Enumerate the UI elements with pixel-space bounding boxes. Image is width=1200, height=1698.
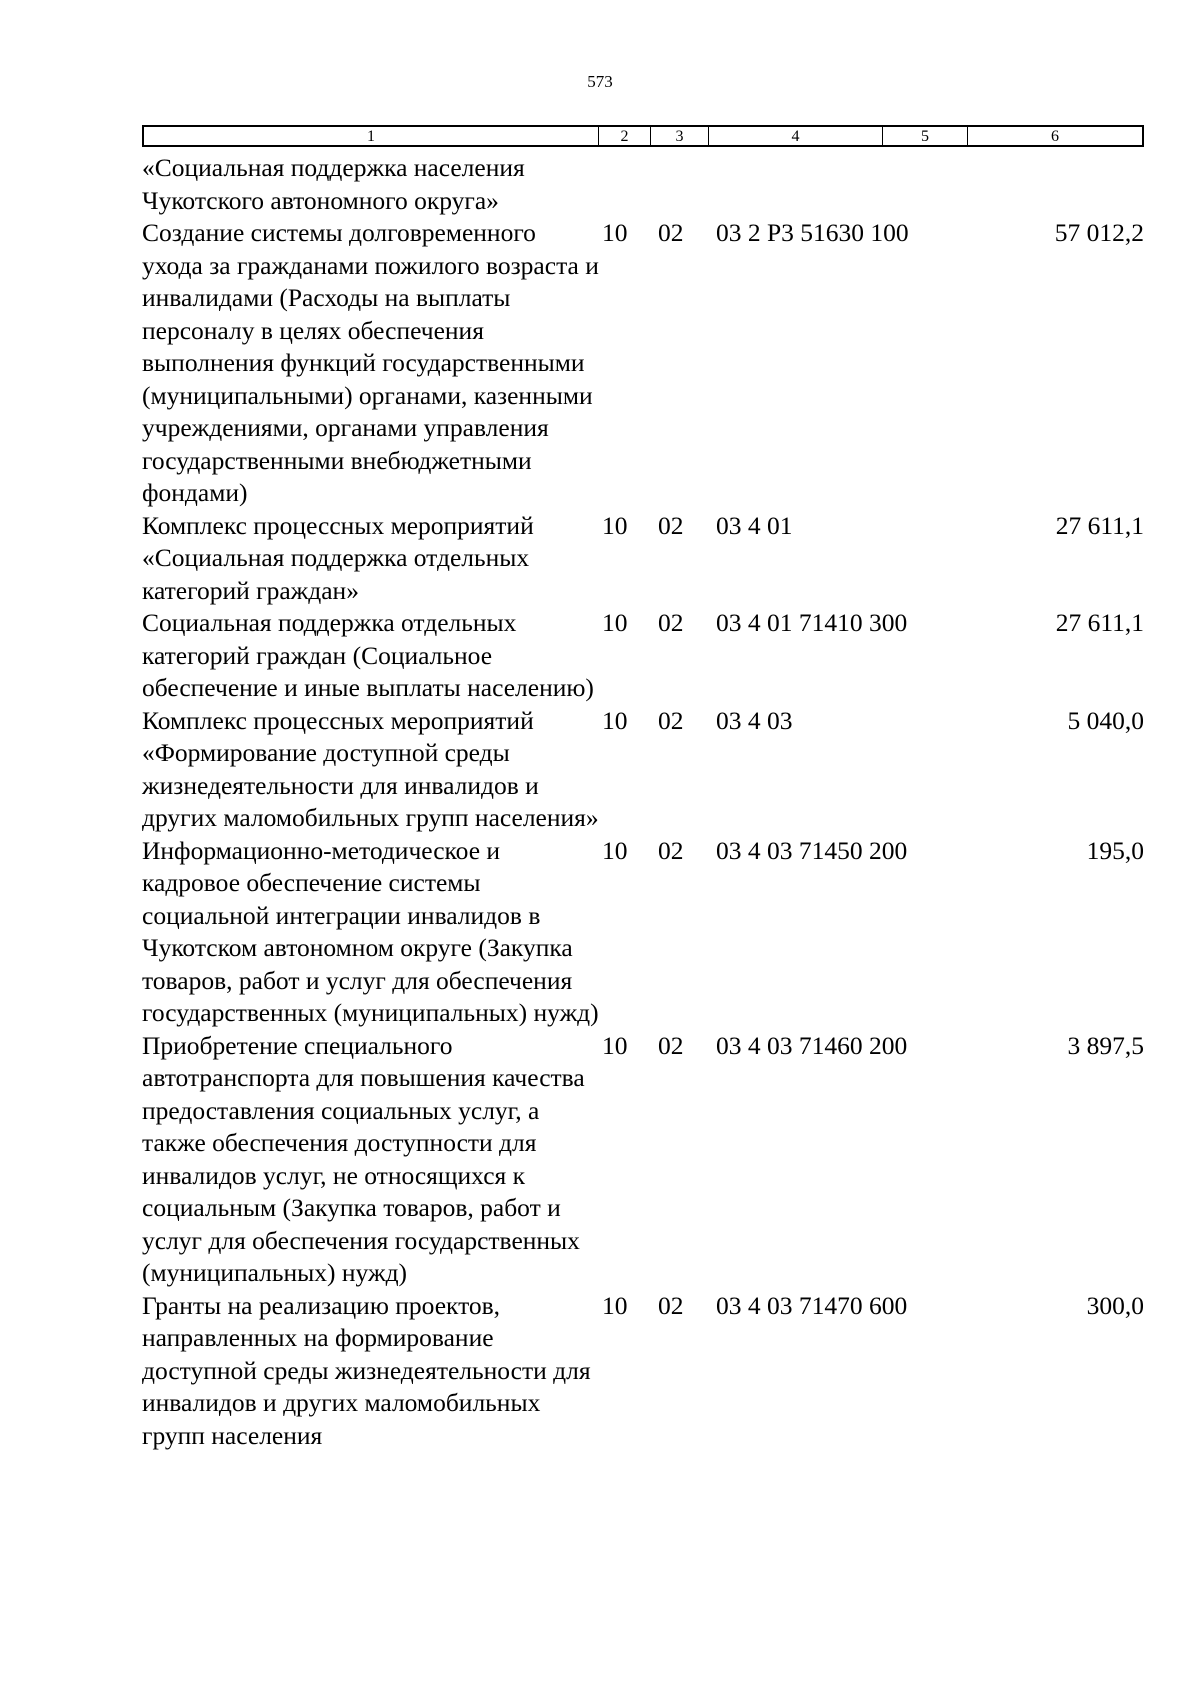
row-name: «Социальная поддержка населения Чукотского автономного округа» xyxy=(142,153,525,215)
row-section: 10 xyxy=(602,705,628,735)
row-code: 03 2 Р3 51630 100 xyxy=(716,218,909,247)
row-subsection: 02 xyxy=(658,1030,684,1060)
row-subsection: 02 xyxy=(658,218,684,247)
row-section: 10 xyxy=(602,835,628,865)
row-value: 5 040,0 xyxy=(1067,705,1144,735)
row-section: 10 xyxy=(602,1290,628,1320)
table-row xyxy=(142,705,1144,835)
table-row xyxy=(142,835,1144,1030)
table-row xyxy=(142,217,1144,510)
row-code: 03 4 03 71470 600 xyxy=(716,1290,908,1320)
row-value: 27 611,1 xyxy=(1055,510,1144,540)
row-subsection: 02 xyxy=(658,1290,684,1320)
table-row xyxy=(142,1030,1144,1290)
row-section: 10 xyxy=(602,608,628,637)
row-section: 10 xyxy=(602,218,628,247)
row-name: Комплекс процессных мероприятий «Социальная поддержка отдельных категорий граждан» xyxy=(142,510,534,605)
row-value: 27 611,1 xyxy=(1055,608,1144,637)
row-code: 03 4 03 71450 200 xyxy=(716,835,908,865)
row-name: Создание системы долговременного ухода за гражданами пожилого возраста и инвалидами (Расходы на выплаты персоналу в целях обеспечения выполнения функций государственными (муниципальными) органами, казенными учреждениями, органами управления государственными внебюджетными фондами) xyxy=(142,218,599,507)
row-section: 10 xyxy=(602,1030,628,1060)
table-row xyxy=(142,152,1144,217)
table-body xyxy=(142,152,1144,1452)
table-row xyxy=(142,1290,1144,1453)
row-subsection: 02 xyxy=(658,608,684,637)
row-value: 300,0 xyxy=(1086,1290,1144,1320)
row-subsection: 02 xyxy=(658,510,684,540)
row-code: 03 4 01 xyxy=(716,510,793,540)
row-name: Приобретение специального автотранспорта для повышения качества предоставления социальных услуг, а также обеспечения доступности для инвалидов услуг, не относящихся к социальным (Закупка товаров, работ и услуг для обеспечения государственных (муниципальных) нужд) xyxy=(142,1030,585,1287)
table-row xyxy=(142,510,1144,608)
row-section: 10 xyxy=(602,510,628,540)
row-code: 03 4 03 71460 200 xyxy=(716,1030,908,1060)
table-row xyxy=(142,607,1144,705)
row-code: 03 4 03 xyxy=(716,705,793,735)
row-value: 3 897,5 xyxy=(1067,1030,1144,1060)
page-number: 573 xyxy=(587,72,613,91)
header-col-2: 2 xyxy=(599,127,651,145)
row-name: Социальная поддержка отдельных категорий граждан (Социальное обеспечение и иные выплаты населению) xyxy=(142,608,594,702)
header-col-3: 3 xyxy=(651,127,709,145)
row-value: 57 012,2 xyxy=(1054,218,1144,247)
row-name: Комплекс процессных мероприятий «Формирование доступной среды жизнедеятельности для инвалидов и других маломобильных групп населения» xyxy=(142,705,599,832)
header-col-1: 1 xyxy=(144,127,599,145)
row-code: 03 4 01 71410 300 xyxy=(716,608,908,637)
row-subsection: 02 xyxy=(658,705,684,735)
row-value: 195,0 xyxy=(1086,835,1144,865)
header-col-5: 5 xyxy=(883,127,968,145)
header-col-6: 6 xyxy=(1051,128,1059,145)
header-col-4: 4 xyxy=(709,127,883,145)
table-header xyxy=(142,125,1144,147)
row-subsection: 02 xyxy=(658,835,684,865)
row-name: Информационно-методическое и кадровое обеспечение системы социальной интеграции инвалидов в Чукотском автономном округе (Закупка товаров, работ и услуг для обеспечения государственных (муниципальных) нужд) xyxy=(142,835,599,1027)
row-name: Гранты на реализацию проектов, направленных на формирование доступной среды жизнедеятельности для инвалидов и других маломобильных групп населения xyxy=(142,1290,591,1450)
